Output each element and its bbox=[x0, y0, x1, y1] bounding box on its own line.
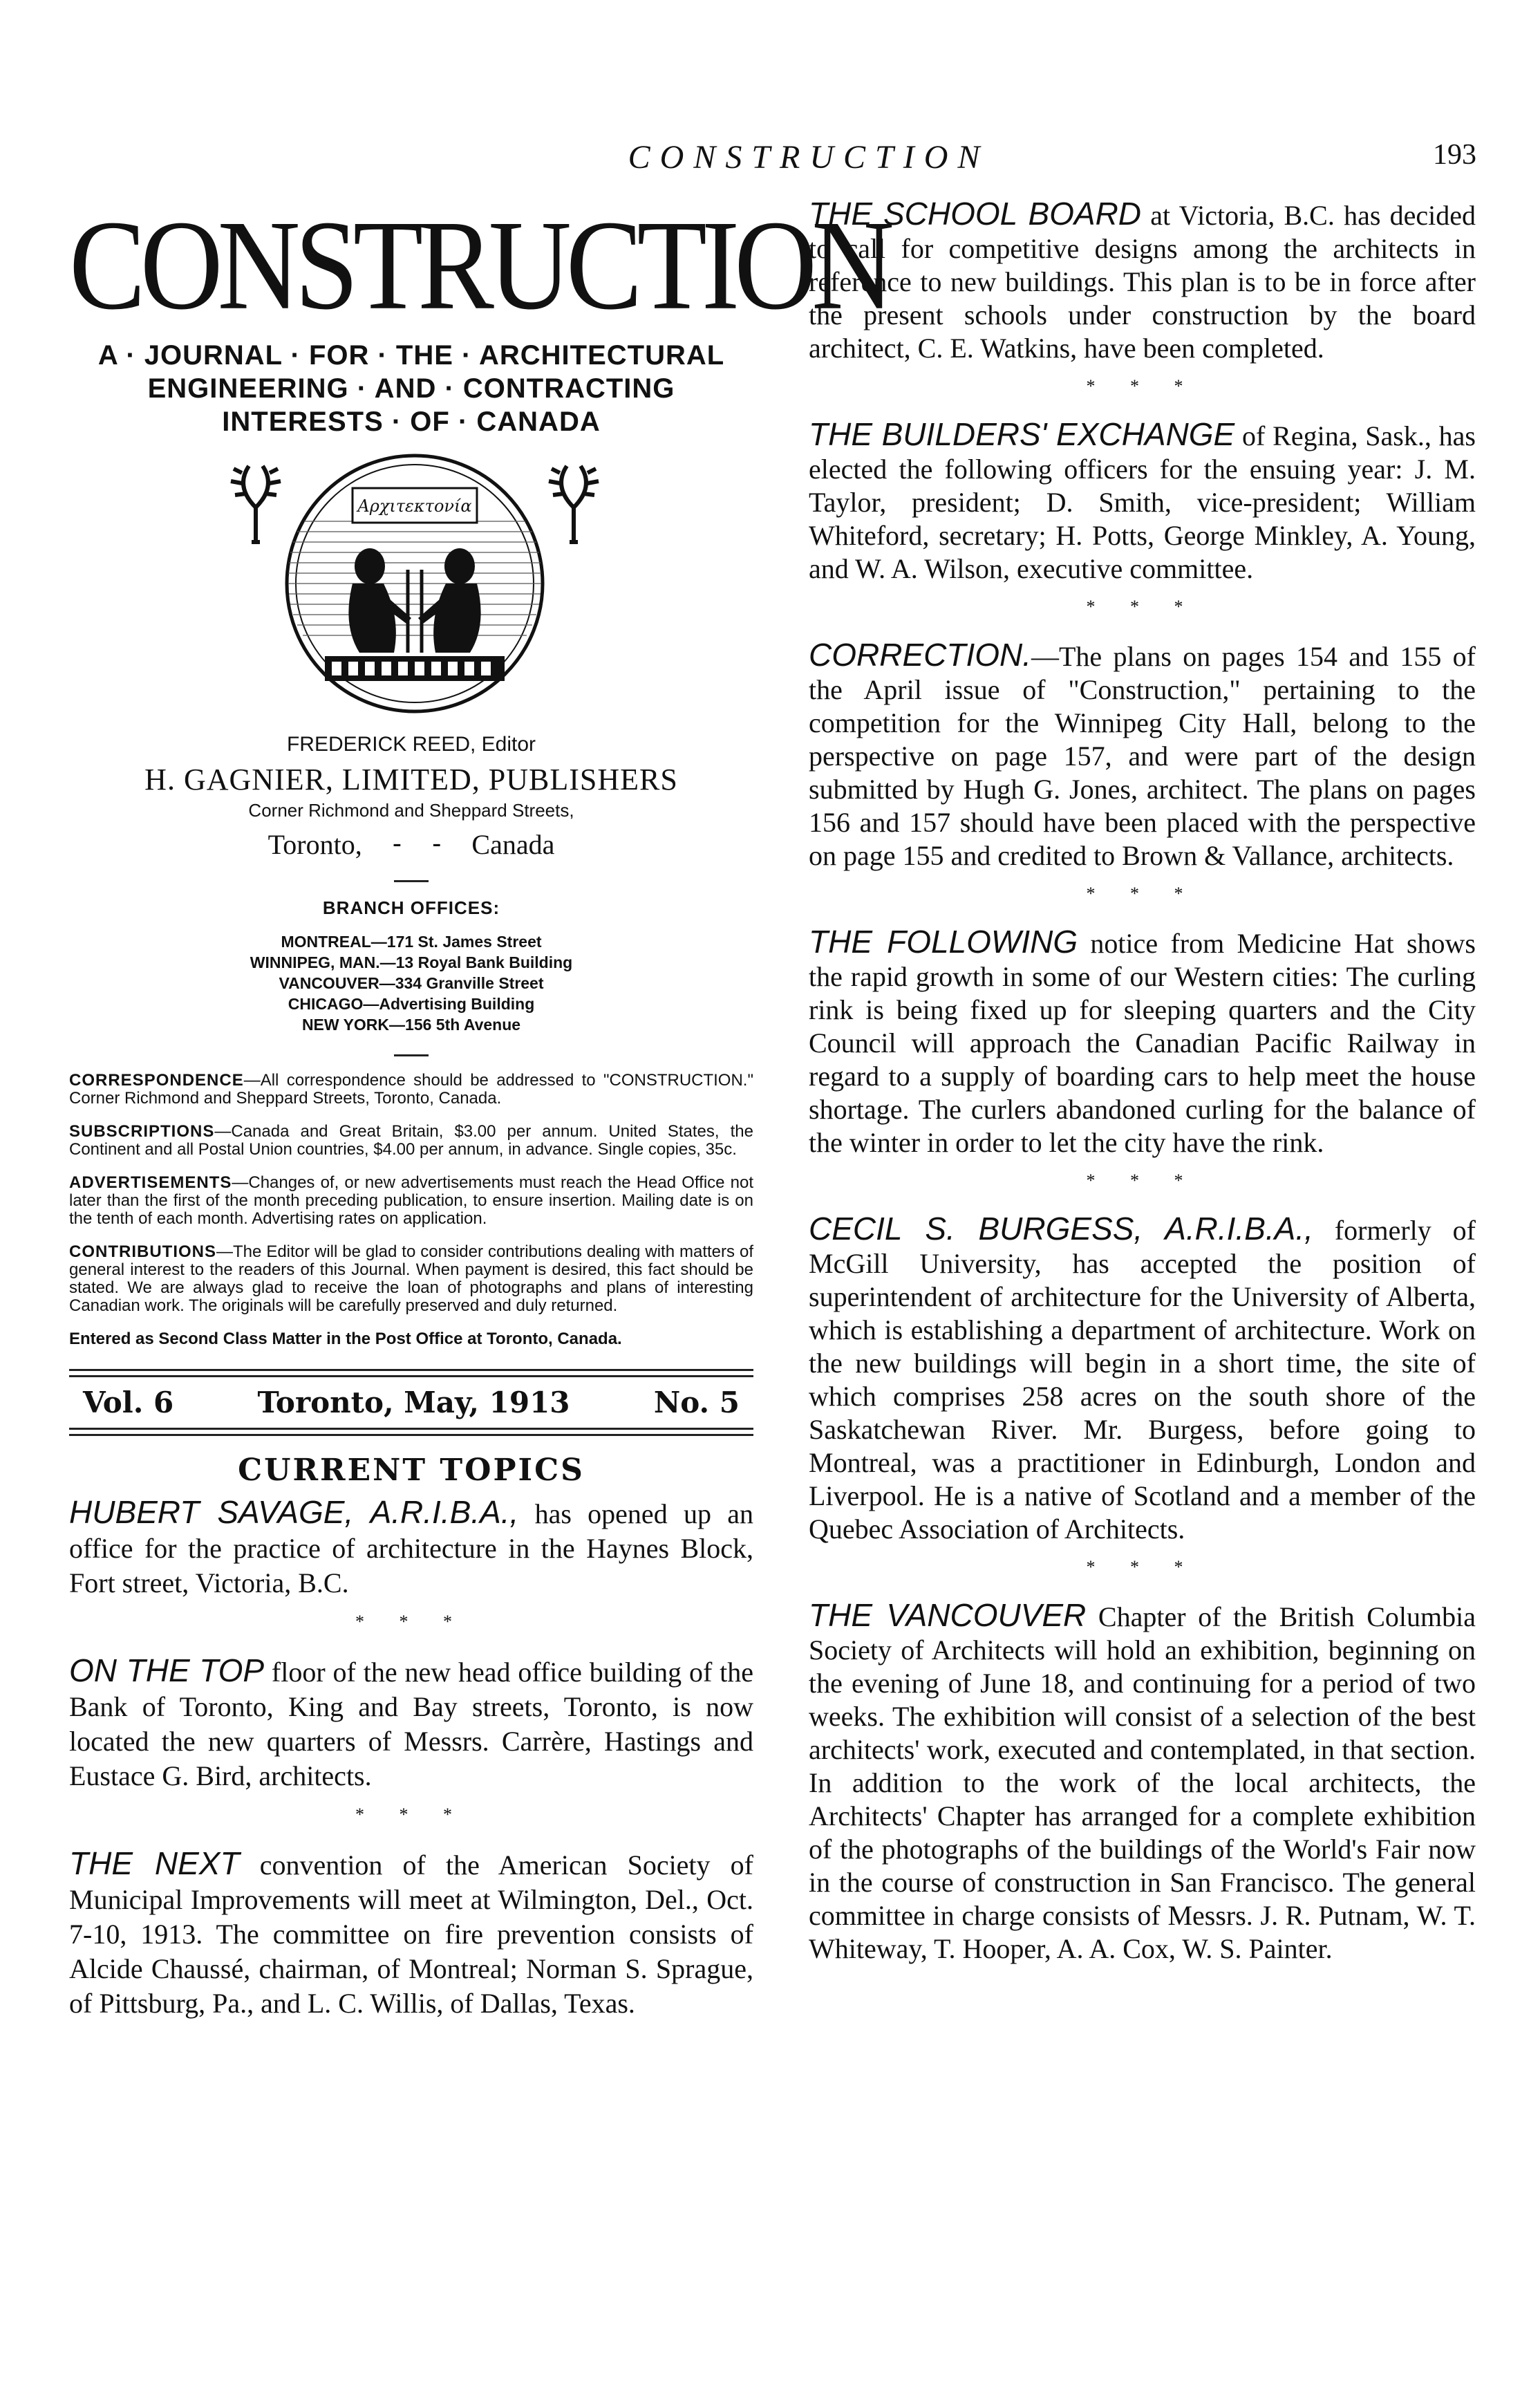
issue-place-date: Toronto, May, 1913 bbox=[257, 1386, 570, 1419]
masthead-tagline-1: A · JOURNAL · FOR · THE · ARCHITECTURAL bbox=[97, 340, 725, 371]
article-body: formerly of McGill University, has accepted the position of superintendent of architecture for the University of Alberta, which is establishing a department of architecture. Work on the new buildings will begin in a short time, the site of which comprises 258 acres on the south shore of the Saskatchewan River. Mr. Burgess, before going to Montreal, was a practitioner in Edinburgh, London and Liverpool. He is a native of Scotland and a member of the Quebec Association of Architects. bbox=[809, 1215, 1476, 1545]
article-body: of Regina, Sask., has elected the following officers for the ensuing year: J. M. Taylor, president; D. Smith, vice-president; William Whiteford, secretary; H. Potts, George Minkley, A. Young, and W. A. Wilson, executive committee. bbox=[809, 420, 1476, 584]
stars-separator: * * * bbox=[1086, 884, 1199, 904]
notice-body: —The Editor will be glad to consider contributions dealing with matters of general interest to the readers of this Journal. When payment is desired, this fact should be stated. We are always glad to receive the loan of photographs and plans of interesting Canadian work. The originals will be carefully preserved and duly returned. bbox=[69, 1242, 753, 1315]
notice-subscriptions bbox=[69, 1123, 753, 1159]
notice-contributions bbox=[69, 1243, 753, 1315]
article bbox=[809, 925, 1476, 1159]
stars-separator: * * * bbox=[1086, 597, 1199, 617]
branch-office: WINNIPEG, MAN.—13 Royal Bank Building bbox=[250, 953, 573, 971]
emblem-inscription: Αρχιτεκτονία bbox=[357, 496, 472, 516]
right-wreath-icon bbox=[549, 466, 599, 542]
branch-offices-title: BRANCH OFFICES: bbox=[322, 897, 500, 918]
publisher-city: Toronto, bbox=[267, 829, 362, 860]
article-lead: THE FOLLOWING bbox=[809, 924, 1078, 960]
article-lead: ON THE TOP bbox=[69, 1652, 265, 1688]
double-rule bbox=[69, 1428, 753, 1436]
emblem-area bbox=[69, 445, 753, 715]
article-lead: THE VANCOUVER bbox=[809, 1597, 1087, 1633]
stars-separator: * * * bbox=[355, 1612, 467, 1632]
publisher-country: Canada bbox=[471, 829, 555, 860]
notice-body: —Changes of, or new advertisements must reach the Head Office not later than the first of the month preceding publication, to ensure insertion. Mailing date is on the tenth of each month. Advertising rates on application. bbox=[69, 1173, 753, 1228]
notice-advertisements bbox=[69, 1174, 753, 1228]
masthead-tagline-2: ENGINEERING · AND · CONTRACTING bbox=[147, 373, 675, 404]
notice-entry bbox=[69, 1330, 753, 1348]
section-title: CURRENT TOPICS bbox=[238, 1453, 585, 1488]
running-head: CONSTRUCTION bbox=[628, 139, 990, 176]
article-lead: HUBERT SAVAGE, A.R.I.B.A., bbox=[69, 1494, 519, 1530]
article-body: floor of the new head office building of the Bank of Toronto, King and Bay streets, Toronto, is now located the new quarters of Messrs. Carrère, Hastings and Eustace G. Bird, architects. bbox=[69, 1657, 753, 1791]
publisher-name: H. GAGNIER, LIMITED, PUBLISHERS bbox=[144, 763, 678, 796]
article-lead: THE SCHOOL BOARD bbox=[809, 196, 1142, 232]
stars-separator: * * * bbox=[1086, 1557, 1199, 1577]
branch-office: NEW YORK—156 5th Avenue bbox=[301, 1016, 521, 1034]
notice-body: Entered as Second Class Matter in the Post Office at Toronto, Canada. bbox=[69, 1330, 622, 1348]
article-body: has opened up an office for the practice of architecture in the Haynes Block, Fort street, Victoria, B.C. bbox=[69, 1498, 753, 1598]
issue-line bbox=[69, 1377, 753, 1425]
left-column bbox=[69, 193, 889, 2021]
branch-office: VANCOUVER—334 Granville Street bbox=[279, 974, 544, 992]
notice-body: —All correspondence should be addressed to "CONSTRUCTION." Corner Richmond and Sheppard Streets, Toronto, Canada. bbox=[69, 1071, 753, 1108]
article-lead: THE NEXT bbox=[69, 1845, 240, 1881]
divider bbox=[394, 880, 429, 882]
stars-separator: * * * bbox=[1086, 376, 1199, 396]
article bbox=[809, 197, 1476, 365]
masthead-tagline-3: INTERESTS · OF · CANADA bbox=[222, 407, 601, 437]
branch-office: CHICAGO—Advertising Building bbox=[288, 995, 535, 1013]
article bbox=[69, 1846, 753, 2021]
article bbox=[809, 1212, 1476, 1546]
notice-body: —Canada and Great Britain, $3.00 per annum. United States, the Continent and all Postal Union countries, $4.00 per annum, in advance. Single copies, 35c. bbox=[69, 1122, 753, 1159]
article-lead: CECIL S. BURGESS, A.R.I.B.A., bbox=[809, 1211, 1313, 1247]
publisher-address: Corner Richmond and Sheppard Streets, bbox=[248, 800, 574, 821]
masthead-emblem-icon bbox=[221, 445, 608, 722]
article-body: Chapter of the British Columbia Society of Architects will hold an exhibition, beginning on the evening of June 18, and continuing for a period of two weeks. The exhibition will consist of a selection of the best architects' work, executed and contemplated, in that section. In addition to the work of the local architects, the Architects' Chapter has arranged for a complete exhibition of the photographs of the buildings of the World's Fair now in the course of construction in San Francisco. The general committee in charge consists of Messrs. J. R. Putnam, W. T. Whiteway, T. Hooper, A. A. Cox, W. S. Painter. bbox=[809, 1601, 1476, 1964]
left-wreath-icon bbox=[231, 466, 281, 542]
notice-head: CORRESPONDENCE bbox=[69, 1071, 244, 1090]
masthead-title: CONSTRUCTION bbox=[69, 193, 889, 337]
double-rule bbox=[69, 1369, 753, 1377]
article bbox=[809, 638, 1476, 873]
publisher-city-line bbox=[69, 828, 753, 861]
notice-head: CONTRIBUTIONS bbox=[69, 1242, 216, 1261]
notice-correspondence bbox=[69, 1072, 753, 1108]
issue-volume: Vol. 6 bbox=[83, 1386, 174, 1419]
article bbox=[809, 1598, 1476, 1966]
city-dash-1: - bbox=[392, 828, 402, 859]
notice-head: SUBSCRIPTIONS bbox=[69, 1122, 215, 1141]
notice-head: ADVERTISEMENTS bbox=[69, 1173, 232, 1192]
article-body: —The plans on pages 154 and 155 of the April issue of "Construction," pertaining to the competition for the Winnipeg City Hall, belong to the perspective on page 157, and were part of the design submitted by Hugh G. Jones, architect. The plans on pages 156 and 157 should have been placed with the perspective on page 155 and credited to Brown & Vallance, architects. bbox=[809, 641, 1476, 871]
article-lead: CORRECTION. bbox=[809, 637, 1031, 673]
article bbox=[69, 1495, 753, 1601]
editor-line: FREDERICK REED, Editor bbox=[286, 733, 536, 756]
article-lead: THE BUILDERS' EXCHANGE bbox=[809, 416, 1235, 452]
right-column bbox=[809, 197, 1476, 1966]
issue-number: No. 5 bbox=[653, 1386, 740, 1419]
stars-separator: * * * bbox=[1086, 1171, 1199, 1191]
city-dash-2: - bbox=[432, 828, 442, 859]
article-body: at Victoria, B.C. has decided to call for competitive designs among the architects in reference to new buildings. This plan is to be in force after the present schools under construction by the board architect, C. E. Watkins, have been completed. bbox=[809, 200, 1476, 364]
page-number: 193 bbox=[1433, 139, 1476, 171]
branch-office: MONTREAL—171 St. James Street bbox=[281, 933, 542, 951]
stars-separator: * * * bbox=[355, 1804, 467, 1825]
article-body: notice from Medicine Hat shows the rapid growth in some of our Western cities: The curling rink is being fixed up for sleeping quarters and the City Council will approach the Canadian Pacific Railway in regard to a supply of boarding cars to help meet the house shortage. The curlers abandoned curling for the balance of the winter in order to let the city have the rink. bbox=[809, 928, 1476, 1158]
article bbox=[809, 418, 1476, 586]
article-body: convention of the American Society of Municipal Improvements will meet at Wilmington, Del., Oct. 7-10, 1913. The committee on fire prevention consists of Alcide Chaussé, chairman, of Montreal; Norman S. Sprague, of Pittsburg, Pa., and L. C. Willis, of Dallas, Texas. bbox=[69, 1849, 753, 2019]
divider bbox=[394, 1054, 429, 1056]
article bbox=[69, 1653, 753, 1793]
